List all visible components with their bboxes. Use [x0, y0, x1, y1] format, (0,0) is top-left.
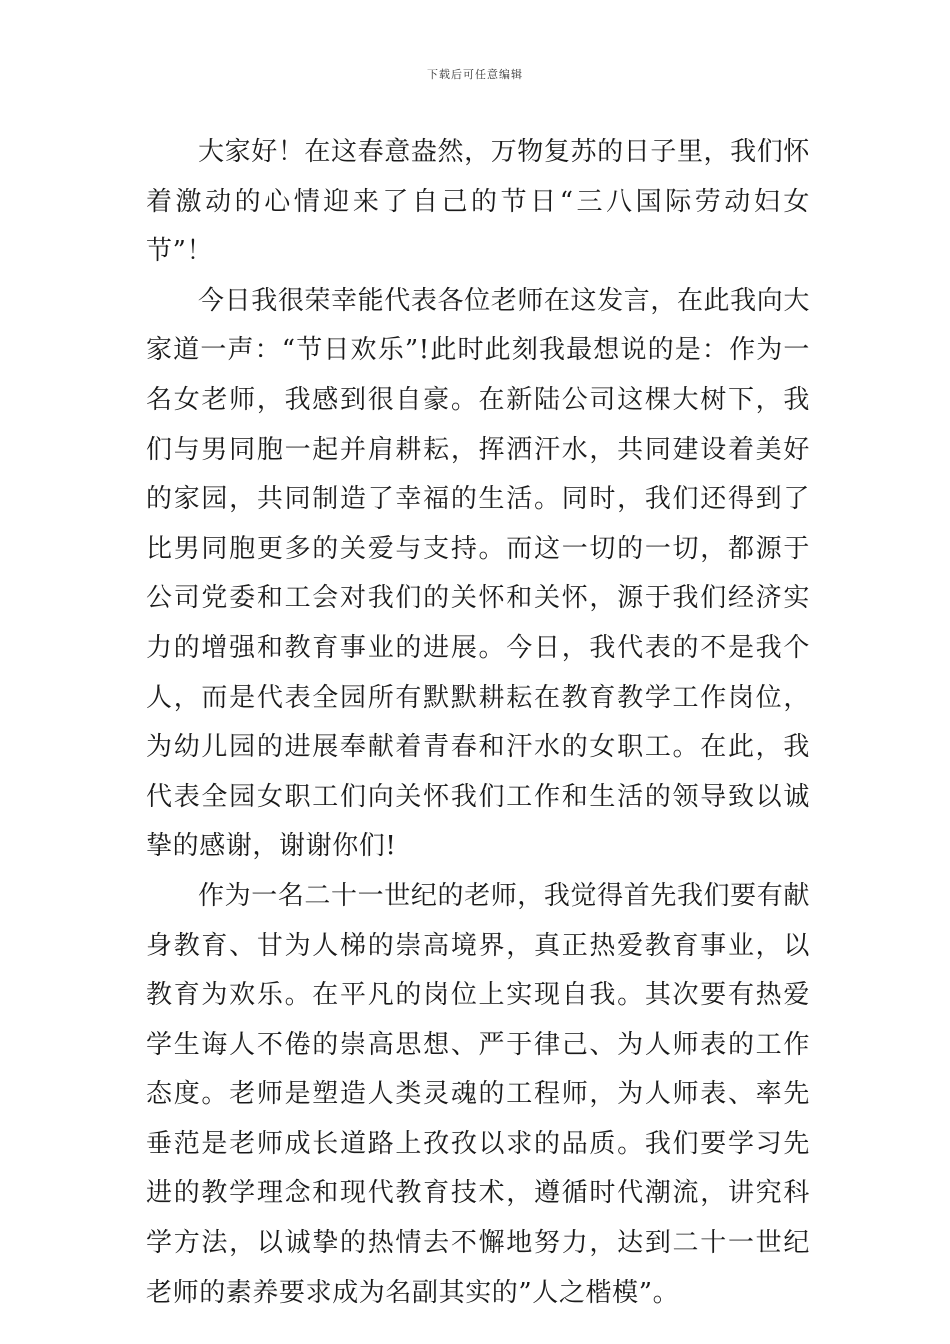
paragraph-teacher-role: 作为一名二十一世纪的老师，我觉得首先我们要有献身教育、甘为人梯的崇高境界，真正热爱教育事业，以教育为欢乐。在平凡的岗位上实现自我。其次要有热爱学生诲人不倦的崇高思想、严于律己、为人师表的工作态度。老师是塑造人类灵魂的工程师，为人师表、率先垂范是老师成长道路上孜孜以求的品质。我们要学习先进的教学理念和现代教育技术，遵循时代潮流，讲究科学方法，以诚挚的热情去不懈地努力，达到二十一世纪老师的素养要求成为名副其实的”人之楷模”。	[146, 880, 810, 1308]
document-body	[146, 128, 810, 1318]
header-note: 下载后可任意编辑	[427, 68, 523, 81]
paragraph-greeting: 大家好！在这春意盎然，万物复苏的日子里，我们怀着激动的心情迎来了自己的节日“三八国际劳动妇女节”！	[146, 137, 810, 267]
paragraph-speech-main: 今日我很荣幸能代表各位老师在这发言，在此我向大家道一声：“节日欢乐”!此时此刻我最想说的是：作为一名女老师，我感到很自豪。在新陆公司这棵大树下，我们与男同胞一起并肩耕耘，挥洒汗水，共同建设着美好的家园，共同制造了幸福的生活。同时，我们还得到了比男同胞更多的关爱与支持。而这一切的一切，都源于公司党委和工会对我们的关怀和关怀，源于我们经济实力的增强和教育事业的进展。今日，我代表的不是我个人，而是代表全园所有默默耕耘在教育教学工作岗位，为幼儿园的进展奉献着青春和汗水的女职工。在此，我代表全园女职工们向关怀我们工作和生活的领导致以诚挚的感谢，谢谢你们!	[146, 285, 810, 862]
